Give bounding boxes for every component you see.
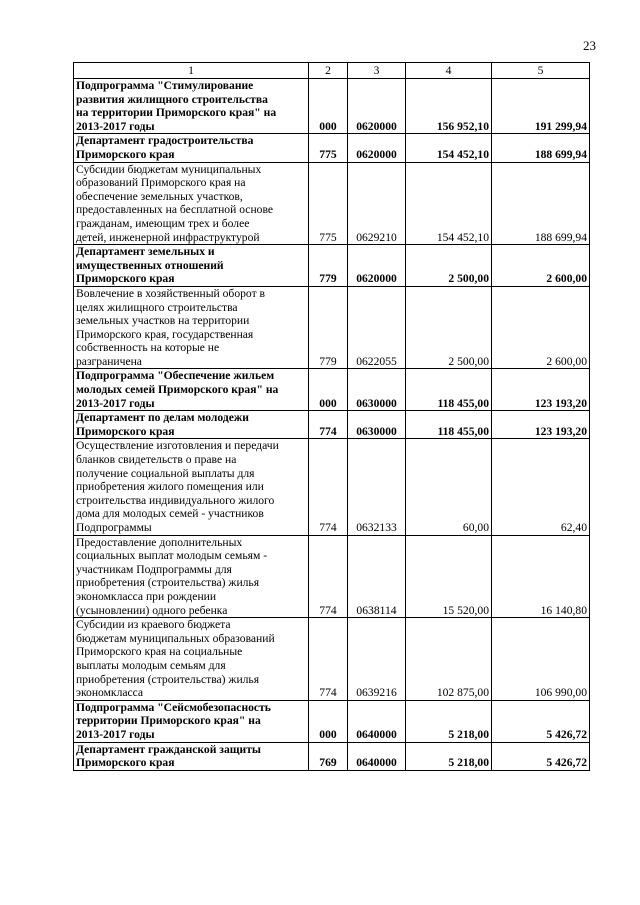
table-row <box>74 742 590 770</box>
header-col-2: 2 <box>309 63 348 79</box>
row-target-cell: 0620000 <box>348 79 406 134</box>
row-name-cell: Подпрограмма "Обеспечение жильем молодых семей Приморского края" на 2013-2017 годы <box>74 369 309 411</box>
row-target-cell: 0620000 <box>348 245 406 287</box>
row-amount-2014-cell: 118 455,00 <box>406 369 492 411</box>
row-amount-2014-cell: 2 500,00 <box>406 286 492 369</box>
row-amount-2015-cell: 106 990,00 <box>492 618 590 701</box>
row-code-cell: 779 <box>309 286 348 369</box>
row-target-cell: 0639216 <box>348 618 406 701</box>
row-code-cell: 774 <box>309 535 348 618</box>
row-name-cell: Департамент градостроительства Приморского края <box>74 134 309 162</box>
row-code-cell: 774 <box>309 439 348 535</box>
row-amount-2015-cell: 5 426,72 <box>492 700 590 742</box>
row-name-cell: Вовлечение в хозяйственный оборот в целях жилищного строительства земельных участков на территории Приморского края, государственная собственность на которые не разграничена <box>74 286 309 369</box>
row-target-cell: 0638114 <box>348 535 406 618</box>
row-amount-2015-cell: 188 699,94 <box>492 134 590 162</box>
table-row <box>74 700 590 742</box>
table-row <box>74 286 590 369</box>
table-row <box>74 439 590 535</box>
row-amount-2014-cell: 5 218,00 <box>406 742 492 770</box>
row-name-cell: Предоставление дополнительных социальных выплат молодым семьям - участникам Подпрограммы для приобретения (строительства) жилья экономкласса при рождении (усыновлении) одного ребенка <box>74 535 309 618</box>
row-amount-2015-cell: 123 193,20 <box>492 411 590 439</box>
row-amount-2015-cell: 2 600,00 <box>492 245 590 287</box>
table-row <box>74 134 590 162</box>
row-code-cell: 000 <box>309 369 348 411</box>
row-target-cell: 0620000 <box>348 134 406 162</box>
budget-table-body <box>74 63 590 771</box>
row-amount-2014-cell: 5 218,00 <box>406 700 492 742</box>
row-target-cell: 0632133 <box>348 439 406 535</box>
table-row <box>74 618 590 701</box>
row-code-cell: 775 <box>309 134 348 162</box>
row-amount-2014-cell: 102 875,00 <box>406 618 492 701</box>
row-code-cell: 000 <box>309 700 348 742</box>
row-amount-2014-cell: 60,00 <box>406 439 492 535</box>
row-name-cell: Департамент по делам молодежи Приморского края <box>74 411 309 439</box>
row-amount-2015-cell: 191 299,94 <box>492 79 590 134</box>
budget-table <box>73 62 590 771</box>
row-amount-2014-cell: 15 520,00 <box>406 535 492 618</box>
row-amount-2015-cell: 188 699,94 <box>492 162 590 245</box>
row-amount-2015-cell: 123 193,20 <box>492 369 590 411</box>
row-name-cell: Осуществление изготовления и передачи бланков свидетельств о праве на получение социальной выплаты для приобретения жилого помещения или строительства индивидуального жилого дома для молодых семей - участников Подпрограммы <box>74 439 309 535</box>
row-name-cell: Субсидии бюджетам муниципальных образований Приморского края на обеспечение земельных участков, предоставленных на бесплатной основе гражданам, имеющим трех и более детей, инженерной инфраструктурой <box>74 162 309 245</box>
row-code-cell: 774 <box>309 411 348 439</box>
row-amount-2014-cell: 154 452,10 <box>406 134 492 162</box>
header-col-3: 3 <box>348 63 406 79</box>
row-target-cell: 0630000 <box>348 369 406 411</box>
header-row <box>74 63 590 79</box>
row-target-cell: 0630000 <box>348 411 406 439</box>
row-target-cell: 0629210 <box>348 162 406 245</box>
row-amount-2015-cell: 16 140,80 <box>492 535 590 618</box>
row-amount-2015-cell: 5 426,72 <box>492 742 590 770</box>
row-target-cell: 0640000 <box>348 742 406 770</box>
row-code-cell: 779 <box>309 245 348 287</box>
table-row <box>74 245 590 287</box>
table-row <box>74 79 590 134</box>
header-col-1: 1 <box>74 63 309 79</box>
row-code-cell: 775 <box>309 162 348 245</box>
row-amount-2014-cell: 2 500,00 <box>406 245 492 287</box>
table-row <box>74 162 590 245</box>
row-amount-2015-cell: 2 600,00 <box>492 286 590 369</box>
table-row <box>74 535 590 618</box>
row-code-cell: 000 <box>309 79 348 134</box>
row-amount-2014-cell: 118 455,00 <box>406 411 492 439</box>
row-target-cell: 0622055 <box>348 286 406 369</box>
table-row <box>74 411 590 439</box>
header-col-5: 5 <box>492 63 590 79</box>
table-row <box>74 369 590 411</box>
row-name-cell: Департамент земельных и имущественных отношений Приморского края <box>74 245 309 287</box>
row-amount-2014-cell: 156 952,10 <box>406 79 492 134</box>
row-name-cell: Субсидии из краевого бюджета бюджетам муниципальных образований Приморского края на социальные выплаты молодым семьям для приобретения (строительства) жилья экономкласса <box>74 618 309 701</box>
row-amount-2015-cell: 62,40 <box>492 439 590 535</box>
page-number: 23 <box>583 38 596 53</box>
header-col-4: 4 <box>406 63 492 79</box>
row-code-cell: 769 <box>309 742 348 770</box>
row-amount-2014-cell: 154 452,10 <box>406 162 492 245</box>
row-name-cell: Подпрограмма "Сейсмобезопасность территории Приморского края" на 2013-2017 годы <box>74 700 309 742</box>
row-target-cell: 0640000 <box>348 700 406 742</box>
row-name-cell: Подпрограмма "Стимулирование развития жилищного строительства на территории Приморского края" на 2013-2017 годы <box>74 79 309 134</box>
row-name-cell: Департамент гражданской защиты Приморского края <box>74 742 309 770</box>
row-code-cell: 774 <box>309 618 348 701</box>
